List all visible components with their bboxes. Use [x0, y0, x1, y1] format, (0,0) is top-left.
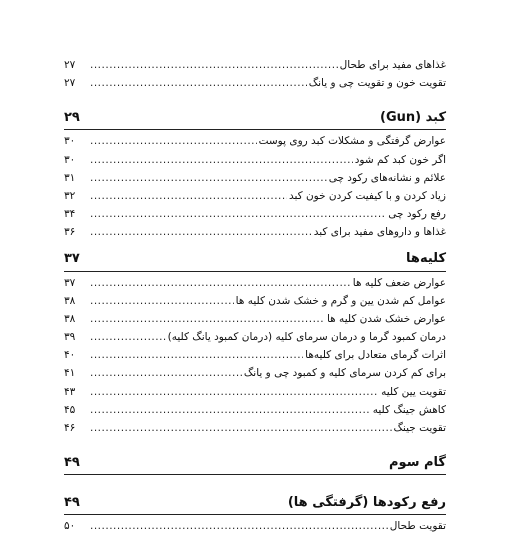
toc-entry-title: اثرات گرمای متعادل برای کلیه‌ها: [305, 349, 446, 362]
toc-entry-title: زیاد کردن و با کیفیت کردن خون کبد: [288, 189, 446, 202]
section-divider: [64, 271, 446, 272]
dot-leader: [90, 74, 307, 92]
toc-entry-page: ۵۰: [64, 520, 76, 533]
dot-leader: [90, 169, 327, 187]
section-heading-page: ۲۹: [64, 109, 80, 125]
section-heading-page: ۴۹: [64, 494, 80, 510]
toc-entry: [64, 132, 446, 150]
toc-entry: [64, 151, 446, 169]
dot-leader: [90, 56, 338, 74]
toc-entry: [64, 346, 446, 364]
toc-entry-title: علائم و نشانه‌های رکود چی: [328, 171, 446, 184]
toc-entry: [64, 401, 446, 419]
toc-entry-title: عوامل کم شدن یین و گرم و خشک شدن کلیه ها: [235, 294, 446, 307]
toc-entry-title: عوارض گرفتگی و مشکلات کبد روی پوست: [258, 135, 446, 148]
toc-entry-title: تقویت یین کلیه: [381, 385, 446, 398]
toc-entry-title: کاهش جینگ کلیه: [372, 403, 446, 416]
dot-leader: [90, 132, 257, 150]
spacer: [64, 437, 446, 445]
toc-entry: [64, 419, 446, 437]
section-heading-title: رفع رکودها (گرفتگی ها): [287, 494, 446, 510]
dot-leader: [90, 419, 392, 437]
spacer: [64, 92, 446, 100]
toc-entry-page: ۳۸: [64, 294, 76, 307]
dot-leader: [90, 346, 303, 364]
toc-entry-page: ۳۸: [64, 312, 76, 325]
toc-entry-title: عوارض ضعف کلیه ها: [352, 276, 446, 289]
toc-entry: [64, 274, 446, 292]
toc-entry-title: عوارض خشک شدن کلیه ها: [326, 312, 446, 325]
toc-entry-page: ۴۱: [64, 367, 76, 380]
toc-entry-page: ۲۷: [64, 77, 76, 90]
toc-entry-title: درمان کمبود گرما و درمان سرمای کلیه (درمان کمبود یانگ کلیه): [167, 331, 446, 344]
section-heading-stagnation: [64, 491, 446, 513]
toc-entry-title: غذاهای مفید برای طحال: [339, 59, 446, 71]
dot-leader: [90, 310, 325, 328]
dot-leader: [90, 274, 351, 292]
toc-entry-page: ۴۶: [64, 422, 76, 434]
toc-entry-title: تقویت طحال: [389, 520, 446, 533]
section-divider: [64, 514, 446, 515]
section-divider: [64, 129, 446, 130]
section-heading-title: گام سوم: [389, 454, 446, 470]
section-heading-title: کلیه‌ها: [406, 251, 446, 266]
toc-entry: [64, 223, 446, 241]
toc-entry-page: ۳۰: [64, 135, 76, 148]
toc-entry: [64, 74, 446, 92]
dot-leader: [90, 223, 312, 241]
toc-entry-page: ۳۶: [64, 226, 76, 239]
toc-entry: [64, 187, 446, 205]
dot-leader: [90, 383, 379, 401]
table-of-contents: [64, 56, 446, 535]
toc-entry-title: برای کم کردن سرمای کلیه و کمبود چی و یانگ: [243, 367, 446, 380]
toc-entry-page: ۲۷: [64, 59, 76, 71]
toc-entry-page: ۳۲: [64, 189, 76, 202]
toc-entry: [64, 383, 446, 401]
section-heading-page: ۳۷: [64, 251, 80, 266]
dot-leader: [90, 205, 386, 223]
dot-leader: [90, 292, 234, 310]
toc-entry-page: ۳۷: [64, 276, 76, 289]
section-heading-step-three: [64, 451, 446, 473]
toc-entry: [64, 310, 446, 328]
spacer: [64, 477, 446, 485]
section-heading-kidneys: [64, 248, 446, 270]
dot-leader: [90, 517, 388, 535]
toc-entry: [64, 517, 446, 535]
toc-entry-title: اگر خون کبد کم شود: [354, 153, 446, 166]
section-heading-page: ۴۹: [64, 454, 80, 470]
section-divider: [64, 474, 446, 475]
toc-entry-page: ۴۵: [64, 403, 76, 416]
toc-entry-page: ۳۴: [64, 208, 76, 221]
dot-leader: [90, 187, 287, 205]
toc-entry: [64, 205, 446, 223]
toc-entry-page: ۴۳: [64, 385, 76, 398]
dot-leader: [90, 328, 166, 346]
dot-leader: [90, 401, 371, 419]
toc-entry-page: ۳۹: [64, 331, 76, 344]
dot-leader: [90, 364, 242, 382]
toc-entry: [64, 169, 446, 187]
toc-entry: [64, 56, 446, 74]
toc-entry-page: ۳۰: [64, 153, 76, 166]
section-heading-liver: [64, 106, 446, 128]
toc-entry: [64, 364, 446, 382]
toc-entry-title: تقویت جینگ: [393, 422, 446, 434]
section-heading-title: کبد (Gun): [380, 109, 446, 125]
toc-entry-title: غذاها و داروهای مفید برای کبد: [313, 226, 446, 239]
toc-entry-page: ۴۰: [64, 349, 76, 362]
toc-entry-title: تقویت خون و تقویت چی و یانگ: [308, 77, 446, 90]
dot-leader: [90, 151, 353, 169]
toc-entry: [64, 328, 446, 346]
toc-entry: [64, 292, 446, 310]
toc-entry-title: رفع رکود چی: [388, 208, 446, 221]
toc-entry-page: ۳۱: [64, 171, 76, 184]
